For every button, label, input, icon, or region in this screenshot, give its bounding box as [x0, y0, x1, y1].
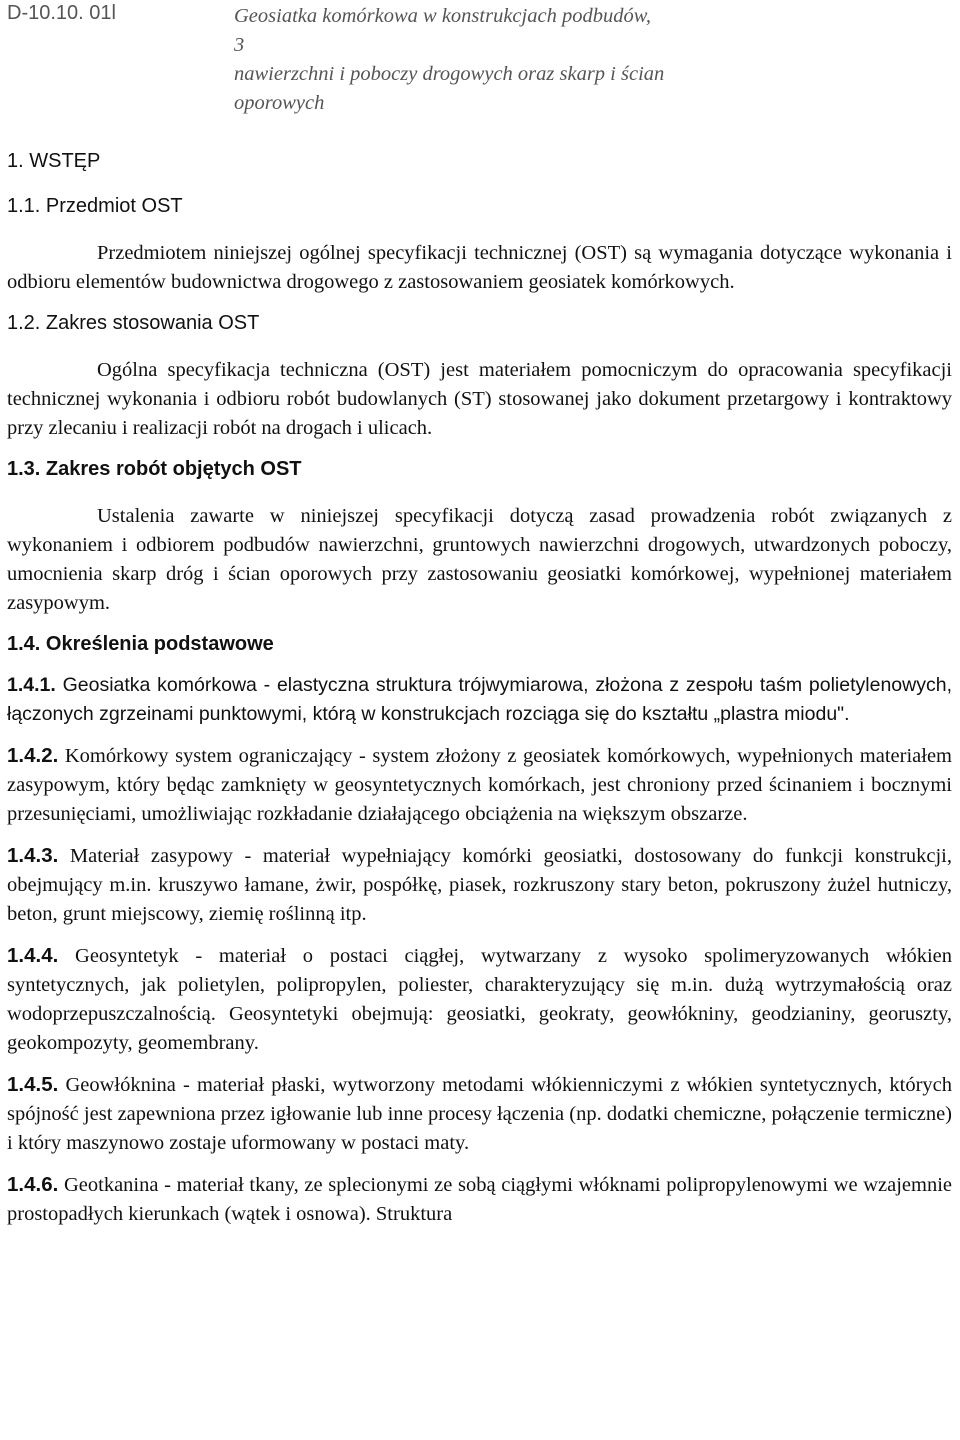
paragraph-przedmiot: Przedmiotem niniejszej ogólnej specyfikacji technicznej (OST) są wymagania dotyczące wykonania i odbioru elementów budownictwa drogowego z zastosowaniem geosiatek komórkowych. — [7, 242, 952, 293]
section-heading-wstep: 1. WSTĘP — [7, 150, 101, 172]
definition-item — [7, 941, 952, 1058]
definition-number: 1.4.6. — [7, 1173, 59, 1196]
definition-item — [7, 1070, 952, 1158]
page-number: 3 — [234, 34, 245, 56]
definition-item — [7, 1170, 952, 1229]
subsection-number: 1.1. — [7, 195, 41, 217]
definition-text: Komórkowy system ograniczający - system złożony z geosiatek komórkowych, wypełnionych materiałem zasypowym, który będąc zamknięty w geosyntetycznych komórkach, jest chroniony przed ścinaniem i bocznymi przesunięciami, umożliwiając rozkładanie działającego obciążenia na większym obszarze. — [7, 745, 953, 825]
definition-number: 1.4.4. — [7, 944, 59, 967]
definition-number: 1.4.5. — [7, 1073, 59, 1096]
title-line-1: Geosiatka komórkowa w konstrukcjach podbudów, — [234, 5, 651, 27]
paragraph-zakres-stosowania: Ogólna specyfikacja techniczna (OST) jest materiałem pomocniczym do opracowania specyfikacji technicznej wykonania i odbioru robót budowlanych (ST) stosowanej jako dokument przetargowy i kontraktowy przy zlecaniu i realizacji robót na drogach i ulicach. — [7, 359, 952, 439]
definition-item — [7, 741, 952, 829]
definition-number: 1.4.2. — [7, 744, 59, 767]
definition-text: Geowłóknina - materiał płaski, wytworzony metodami włókienniczymi z włókien syntetycznych, których spójność jest zapewniona przez igłowanie lub inne procesy łączenia (np. dodatki chemiczne, połączenie termiczne) i który maszynowo zostaje uformowany w postaci maty. — [7, 1074, 953, 1154]
definition-number: 1.4.1. — [7, 674, 56, 696]
subsection-title: Zakres robót objętych OST — [45, 458, 302, 480]
paragraph-zakres-robot: Ustalenia zawarte w niniejszej specyfikacji dotyczą zasad prowadzenia robót związanych z wykonaniem i odbiorem podbudów nawierzchni, gruntowych nawierzchni drogowych, utwardzonych poboczy, umocnienia skarp dróg i ścian oporowych przy zastosowaniu geosiatki komórkowej, wypełnionej materiałem zasypowym. — [7, 505, 952, 614]
subsection-number: 1.3. — [7, 458, 41, 480]
definition-item — [7, 841, 952, 929]
document-code: D-10.10. 01l — [7, 2, 116, 24]
subsection-heading-1-2 — [7, 309, 952, 338]
definition-text: Materiał zasypowy - materiał wypełniający komórki geosiatki, dostosowany do funkcji konstrukcji, obejmujący m.in. kruszywo łamane, żwir, pospółkę, piasek, rozkruszony stary beton, pokruszony żużel hutniczy, beton, grunt miejscowy, ziemię roślinną itp. — [7, 845, 953, 925]
subsection-title: Przedmiot OST — [45, 195, 183, 217]
page-header — [7, 2, 952, 117]
subsection-title: Określenia podstawowe — [45, 633, 274, 655]
definition-number: 1.4.3. — [7, 844, 59, 867]
definition-text: Geosyntetyk - materiał o postaci ciągłej, wytwarzany z wysoko spolimeryzowanych włókien syntetycznych, jak polietylen, polipropylen, poliester, charakteryzujący się m.in. dużą wytrzymałością oraz wodoprzepuszczalnością. Geosyntetyki obejmują: geosiatki, geokraty, geowłókniny, geodzianiny, georuszty, geokompozyty, geomembrany. — [7, 945, 953, 1054]
subsection-heading-1-1 — [7, 192, 952, 221]
subsection-heading-1-4 — [7, 630, 952, 659]
title-line-2: nawierzchni i poboczy drogowych oraz skarp i ścian — [234, 63, 665, 85]
subsection-heading-1-3 — [7, 455, 952, 484]
definition-text: Geosiatka komórkowa - elastyczna struktura trójwymiarowa, złożona z zespołu taśm polietylenowych, łączonych zgrzeinami punktowymi, którą w konstrukcjach rozciąga się do kształtu „plastra miodu". — [7, 674, 952, 725]
subsection-title: Zakres stosowania OST — [45, 312, 260, 334]
subsection-number: 1.2. — [7, 312, 41, 334]
document-body — [7, 147, 952, 1229]
document-title — [234, 2, 664, 118]
definition-item — [7, 671, 952, 729]
definition-text: Geotkanina - materiał tkany, ze splecionymi ze sobą ciągłymi włóknami polipropylenowymi we wzajemnie prostopadłych kierunkach (wątek i osnowa). Struktura — [7, 1174, 952, 1225]
title-line-3: oporowych — [234, 92, 325, 114]
subsection-number: 1.4. — [7, 633, 41, 655]
